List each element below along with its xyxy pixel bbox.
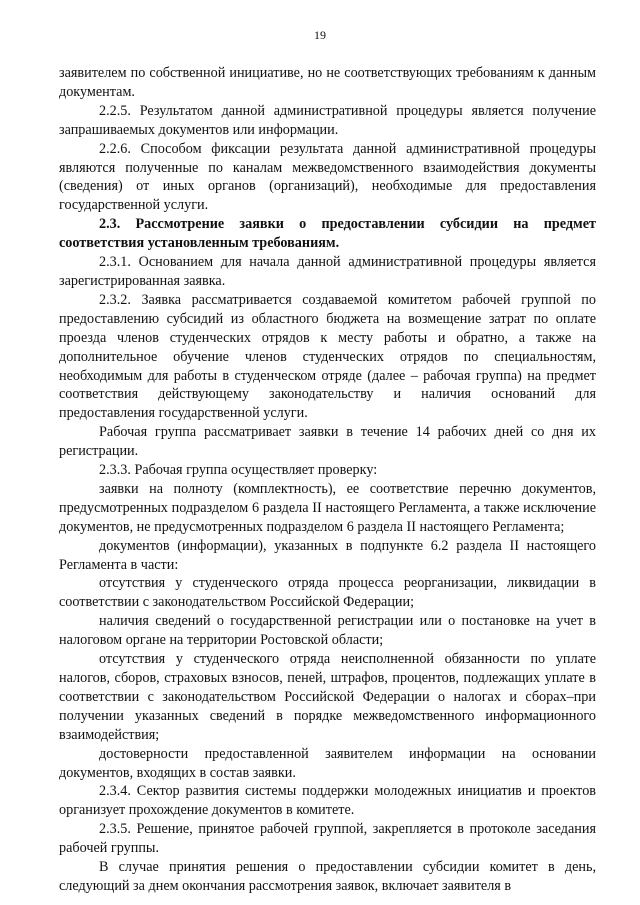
paragraph: В случае принятия решения о предоставлении субсидии комитет в день, следующий за днем окончания рассмотрения заявок, включает заявителя в <box>59 859 596 894</box>
paragraph: 2.3.1. Основанием для начала данной административной процедуры является зарегистрированная заявка. <box>59 254 596 289</box>
paragraph: 2.2.6. Способом фиксации результата данной административной процедуры являются полученные по каналам межведомственного взаимодействия документы (сведения) от иных органов (организаций), необходимые для предоставления государственной услуги. <box>59 140 596 214</box>
paragraph: 2.2.5. Результатом данной административной процедуры является получение запрашиваемых документов или информации. <box>59 102 596 138</box>
paragraph: документов (информации), указанных в подпункте 6.2 раздела II настоящего Регламента в части: <box>59 537 596 573</box>
paragraph: наличия сведений о государственной регистрации или о постановке на учет в налоговом органе на территории Ростовской области; <box>59 613 596 649</box>
paragraph: заявки на полноту (комплектность), ее соответствие перечню документов, предусмотренных подразделом 6 раздела II настоящего Регламента, а также исключение документов, не предусмотренных подразделом 6 раздела II настоящего Регламента; <box>59 480 596 535</box>
paragraph: отсутствия у студенческого отряда процесса реорганизации, ликвидации в соответствии с законодательством Российской Федерации; <box>59 575 596 611</box>
paragraph: 2.3.3. Рабочая группа осуществляет проверку: <box>99 462 378 479</box>
section-heading: 2.3. Рассмотрение заявки о предоставлении субсидии на предмет соответствия установленным требованиям. <box>59 216 596 252</box>
paragraph: 2.3.5. Решение, принятое рабочей группой, закрепляется в протоколе заседания рабочей группы. <box>59 821 596 857</box>
document-body <box>59 64 596 896</box>
paragraph: Рабочая группа рассматривает заявки в течение 14 рабочих дней со дня их регистрации. <box>59 424 596 460</box>
paragraph: 2.3.4. Сектор развития системы поддержки молодежных инициатив и проектов организует прохождение документов в комитете. <box>59 783 596 819</box>
paragraph: 2.3.2. Заявка рассматривается создаваемой комитетом рабочей группой по предоставлению субсидий из областного бюджета на возмещение затрат по оплате проезда членов студенческих отрядов к месту работы и обратно, а также на дополнительное обучение членов студенческих отрядов по специальностям, необходимым для работы в студенческом отряде (далее – рабочая группа) на предмет соответствия действующему законодательству и наличия оснований для предоставления государственной услуги. <box>59 291 596 422</box>
paragraph: достоверности предоставленной заявителем информации на основании документов, входящих в состав заявки. <box>59 745 596 781</box>
paragraph: отсутствия у студенческого отряда неисполненной обязанности по уплате налогов, сборов, страховых взносов, пеней, штрафов, процентов, подлежащих уплате в соответствии с законодательством Российской Федерации о налогах и сборах–при получении указанных сведений в порядке межведомственного информационного взаимодействия; <box>59 651 596 743</box>
paragraph: заявителем по собственной инициативе, но не соответствующих требованиям к данным документам. <box>59 65 596 100</box>
page-number: 19 <box>314 28 326 42</box>
